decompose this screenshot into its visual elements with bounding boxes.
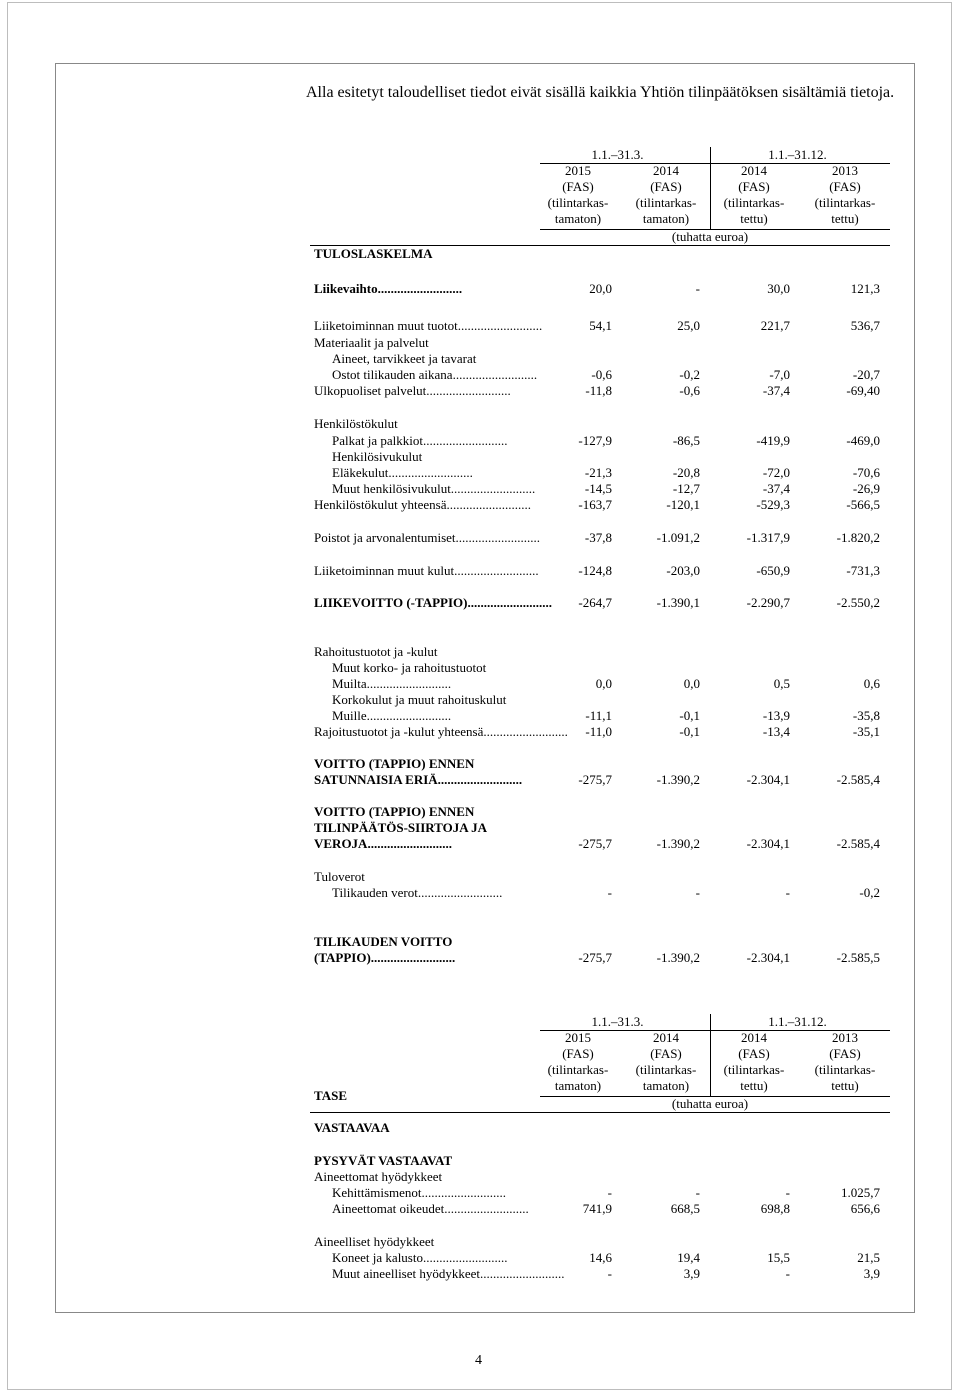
income-row-value-col1: -86,5 xyxy=(672,433,700,448)
balance-row-value-col2: 698,8 xyxy=(760,1201,790,1216)
balance-row-value-col3: 1.025,7 xyxy=(841,1185,880,1200)
income-row-label: (TAPPIO).......................... xyxy=(314,950,456,965)
balance-header-col-1-line-3: tamaton) xyxy=(642,1078,690,1093)
income-row-label: LIIKEVOITTO (-TAPPIO).......................... xyxy=(314,595,552,610)
income-row-value-col0: -264,7 xyxy=(578,595,612,610)
balance-row-value-col0: 741,9 xyxy=(582,1201,612,1216)
income-row-value-col0: -0,6 xyxy=(591,367,612,382)
income-row-label: Liiketoiminnan muut tuotot.......................... xyxy=(314,318,543,333)
balance-header-col-0-line-1: (FAS) xyxy=(562,1046,594,1061)
balance-header-col-0-line-0: 2015 xyxy=(565,1030,591,1045)
income-row-value-col3: -2.585,4 xyxy=(836,836,880,851)
income-row-value-col1: -0,1 xyxy=(679,708,700,723)
income-header-col-3-line-2: (tilintarkas- xyxy=(814,195,876,210)
balance-row-value-col1: 3,9 xyxy=(683,1266,700,1281)
balance-header-period-a: 1.1.–31.3. xyxy=(591,1014,644,1029)
income-row-label: SATUNNAISIA ERIÄ.......................... xyxy=(314,772,523,787)
income-row-label: VOITTO (TAPPIO) ENNEN xyxy=(314,804,475,819)
balance-row-value-col3: 3,9 xyxy=(863,1266,880,1281)
income-row-value-col2: 30,0 xyxy=(767,281,790,296)
balance-row-value-col1: 19,4 xyxy=(677,1250,700,1265)
income-row-label: Palkat ja palkkiot.......................... xyxy=(332,433,508,448)
income-header-col-2-line-3: tettu) xyxy=(740,211,768,226)
income-row-label: VEROJA.......................... xyxy=(314,836,452,851)
balance-header-col-1-line-0: 2014 xyxy=(653,1030,679,1045)
income-row-label: TILIKAUDEN VOITTO xyxy=(314,934,453,949)
income-header-unit: (tuhatta euroa) xyxy=(671,229,749,244)
income-row-value-col1: - xyxy=(695,885,700,900)
income-row-value-col2: -13,4 xyxy=(762,724,790,739)
income-row-value-col1: -0,2 xyxy=(679,367,700,382)
balance-row-value-col3: 656,6 xyxy=(850,1201,880,1216)
income-row-value-col1: -203,0 xyxy=(666,563,700,578)
balance-header-col-2-line-3: tettu) xyxy=(740,1078,768,1093)
income-row-label: Korkokulut ja muut rahoituskulut xyxy=(332,692,507,707)
income-row-label: Henkilösivukulut xyxy=(332,449,423,464)
income-row-value-col2: 0,5 xyxy=(773,676,790,691)
income-title: TULOSLASKELMA xyxy=(314,246,433,261)
income-row-value-col1: -1.390,2 xyxy=(656,836,700,851)
income-row-value-col1: -1.390,1 xyxy=(656,595,700,610)
balance-row-value-col1: 668,5 xyxy=(670,1201,700,1216)
income-header-col-1-line-0: 2014 xyxy=(653,163,679,178)
income-header-col-0-line-0: 2015 xyxy=(565,163,591,178)
income-row-value-col1: -0,6 xyxy=(679,383,700,398)
income-row-value-col2: -529,3 xyxy=(756,497,790,512)
balance-header-col-3-line-2: (tilintarkas- xyxy=(814,1062,876,1077)
income-row-value-col3: 121,3 xyxy=(850,281,880,296)
income-header-col-2-line-2: (tilintarkas- xyxy=(723,195,785,210)
income-row-value-col0: 20,0 xyxy=(589,281,612,296)
income-row-value-col2: -419,9 xyxy=(756,433,790,448)
balance-row-label: Aineettomat oikeudet.......................... xyxy=(332,1201,529,1216)
income-row-value-col3: -2.585,4 xyxy=(836,772,880,787)
balance-header-col-0-line-2: (tilintarkas- xyxy=(547,1062,609,1077)
income-row-value-col3: -70,6 xyxy=(852,465,880,480)
balance-row-label: Aineelliset hyödykkeet xyxy=(314,1234,435,1249)
balance-header-col-3-line-0: 2013 xyxy=(832,1030,858,1045)
balance-row-value-col1: - xyxy=(695,1185,700,1200)
income-row-value-col3: -69,40 xyxy=(846,383,880,398)
intro-paragraph: Alla esitetyt taloudelliset tiedot eivät sisällä kaikkia Yhtiön tilinpäätöksen sisältämiä tietoja. xyxy=(306,84,895,101)
income-header-col-2-line-0: 2014 xyxy=(741,163,767,178)
income-row-label: Muille.......................... xyxy=(332,708,452,723)
income-row-value-col1: - xyxy=(695,281,700,296)
balance-row-value-col2: 15,5 xyxy=(767,1250,790,1265)
income-header-period-b: 1.1.–31.12. xyxy=(768,147,827,162)
balance-row-value-col2: - xyxy=(785,1266,790,1281)
balance-header-col-2-line-0: 2014 xyxy=(741,1030,767,1045)
frame-right-line xyxy=(914,63,915,1313)
income-row-value-col2: -72,0 xyxy=(762,465,790,480)
income-header-col-3-line-1: (FAS) xyxy=(829,179,861,194)
income-row-value-col1: -1.390,2 xyxy=(656,772,700,787)
income-row-value-col3: -2.585,5 xyxy=(836,950,880,965)
balance-row-label: VASTAAVAA xyxy=(314,1120,390,1135)
balance-header-col-1-line-2: (tilintarkas- xyxy=(635,1062,697,1077)
balance-title: TASE xyxy=(314,1088,347,1103)
income-row-value-col3: 0,6 xyxy=(863,676,880,691)
income-row-label: Henkilöstökulut xyxy=(314,416,398,431)
income-row-value-col0: -21,3 xyxy=(584,465,612,480)
frame-bottom-line xyxy=(55,1312,915,1313)
balance-row-value-col0: - xyxy=(607,1185,612,1200)
income-row-value-col1: -120,1 xyxy=(666,497,700,512)
income-header-col-0-line-3: tamaton) xyxy=(554,211,602,226)
income-row-label: Rahoitustuotot ja -kulut xyxy=(314,644,438,659)
income-row-value-col2: -13,9 xyxy=(762,708,790,723)
income-row-label: Muut henkilösivukulut.......................... xyxy=(332,481,536,496)
income-row-value-col0: 54,1 xyxy=(589,318,612,333)
balance-header-bottom-rule xyxy=(310,1112,890,1113)
income-row-value-col0: -37,8 xyxy=(584,530,612,545)
income-row-value-col0: -11,0 xyxy=(585,724,612,739)
income-row-value-col2: -2.304,1 xyxy=(746,772,790,787)
balance-row-value-col3: 21,5 xyxy=(857,1250,880,1265)
income-row-label: VOITTO (TAPPIO) ENNEN xyxy=(314,756,475,771)
income-header-col-3-line-3: tettu) xyxy=(831,211,859,226)
income-row-value-col3: -731,3 xyxy=(846,563,880,578)
balance-row-label: Koneet ja kalusto.......................... xyxy=(332,1250,508,1265)
balance-row-value-col0: - xyxy=(607,1266,612,1281)
balance-row-label: PYSYVÄT VASTAAVAT xyxy=(314,1153,453,1168)
frame-top-line xyxy=(55,63,915,64)
income-row-value-col2: 221,7 xyxy=(760,318,790,333)
balance-header-unit: (tuhatta euroa) xyxy=(671,1096,749,1111)
income-row-label: Henkilöstökulut yhteensä.......................... xyxy=(314,497,532,512)
income-row-value-col2: -2.290,7 xyxy=(746,595,790,610)
income-row-label: TILINPÄÄTÖS-SIIRTOJA JA xyxy=(314,820,488,835)
income-row-value-col1: -1.390,2 xyxy=(656,950,700,965)
income-row-label: Muut korko- ja rahoitustuotot xyxy=(332,660,487,675)
income-row-label: Materiaalit ja palvelut xyxy=(314,335,429,350)
income-header-col-1-line-3: tamaton) xyxy=(642,211,690,226)
income-row-value-col2: -1.317,9 xyxy=(746,530,790,545)
balance-header-col-2-line-2: (tilintarkas- xyxy=(723,1062,785,1077)
income-row-value-col0: - xyxy=(607,885,612,900)
income-row-value-col0: -11,1 xyxy=(585,708,612,723)
income-row-value-col0: 0,0 xyxy=(595,676,612,691)
income-row-label: Tuloverot xyxy=(314,869,365,884)
income-row-value-col1: -1.091,2 xyxy=(656,530,700,545)
income-row-value-col0: -275,7 xyxy=(578,772,612,787)
balance-header-col-3-line-1: (FAS) xyxy=(829,1046,861,1061)
income-row-value-col3: -2.550,2 xyxy=(836,595,880,610)
balance-header-col-1-line-1: (FAS) xyxy=(650,1046,682,1061)
income-header-col-3-line-0: 2013 xyxy=(832,163,858,178)
income-row-value-col3: -1.820,2 xyxy=(836,530,880,545)
balance-header-col-2-line-1: (FAS) xyxy=(738,1046,770,1061)
income-row-value-col1: -0,1 xyxy=(679,724,700,739)
income-header-period-a: 1.1.–31.3. xyxy=(591,147,644,162)
income-header-col-0-line-2: (tilintarkas- xyxy=(547,195,609,210)
balance-header-col-3-line-3: tettu) xyxy=(831,1078,859,1093)
income-row-value-col0: -14,5 xyxy=(584,481,612,496)
income-row-label: Poistot ja arvonalentumiset.......................... xyxy=(314,530,541,545)
income-header-col-1-line-2: (tilintarkas- xyxy=(635,195,697,210)
page-number: 4 xyxy=(475,1353,482,1368)
balance-row-value-col2: - xyxy=(785,1185,790,1200)
income-row-label: Muilta.......................... xyxy=(332,676,452,691)
balance-row-value-col0: 14,6 xyxy=(589,1250,612,1265)
income-row-value-col1: 0,0 xyxy=(683,676,700,691)
balance-header-col-0-line-3: tamaton) xyxy=(554,1078,602,1093)
income-row-value-col2: -2.304,1 xyxy=(746,836,790,851)
income-row-value-col3: -469,0 xyxy=(846,433,880,448)
income-row-value-col1: -20,8 xyxy=(672,465,700,480)
income-row-label: Liikevaihto.......................... xyxy=(314,281,463,296)
income-row-label: Rajoitustuotot ja -kulut yhteensä.......................... xyxy=(314,724,568,739)
income-row-value-col2: -37,4 xyxy=(762,383,790,398)
income-row-value-col3: -35,8 xyxy=(852,708,880,723)
frame-left-line xyxy=(55,63,56,1313)
balance-row-label: Aineettomat hyödykkeet xyxy=(314,1169,443,1184)
balance-row-label: Muut aineelliset hyödykkeet.......................... xyxy=(332,1266,565,1281)
income-row-value-col2: -7,0 xyxy=(769,367,790,382)
income-row-label: Ostot tilikauden aikana.......................... xyxy=(332,367,538,382)
income-row-value-col0: -275,7 xyxy=(578,950,612,965)
income-row-value-col1: 25,0 xyxy=(677,318,700,333)
income-row-value-col0: -127,9 xyxy=(578,433,612,448)
income-row-value-col3: 536,7 xyxy=(850,318,880,333)
income-row-label: Tilikauden verot.......................... xyxy=(332,885,503,900)
income-row-value-col3: -35,1 xyxy=(852,724,880,739)
income-row-value-col0: -163,7 xyxy=(578,497,612,512)
income-row-label: Liiketoiminnan muut kulut.......................... xyxy=(314,563,539,578)
income-header-col-1-line-1: (FAS) xyxy=(650,179,682,194)
balance-row-label: Kehittämismenot.......................... xyxy=(332,1185,507,1200)
income-row-value-col2: -2.304,1 xyxy=(746,950,790,965)
income-row-value-col3: -566,5 xyxy=(846,497,880,512)
income-row-value-col0: -11,8 xyxy=(585,383,612,398)
income-row-value-col0: -124,8 xyxy=(578,563,612,578)
income-row-value-col2: - xyxy=(785,885,790,900)
income-row-value-col3: -26,9 xyxy=(852,481,880,496)
income-row-value-col1: -12,7 xyxy=(672,481,700,496)
income-row-value-col0: -275,7 xyxy=(578,836,612,851)
income-header-col-2-line-1: (FAS) xyxy=(738,179,770,194)
income-row-value-col3: -0,2 xyxy=(859,885,880,900)
income-row-label: Eläkekulut.......................... xyxy=(332,465,473,480)
income-row-value-col2: -650,9 xyxy=(756,563,790,578)
income-row-value-col3: -20,7 xyxy=(852,367,880,382)
income-row-value-col2: -37,4 xyxy=(762,481,790,496)
income-row-label: Ulkopuoliset palvelut.......................... xyxy=(314,383,511,398)
income-row-label: Aineet, tarvikkeet ja tavarat xyxy=(332,351,477,366)
balance-header-period-b: 1.1.–31.12. xyxy=(768,1014,827,1029)
income-header-col-0-line-1: (FAS) xyxy=(562,179,594,194)
